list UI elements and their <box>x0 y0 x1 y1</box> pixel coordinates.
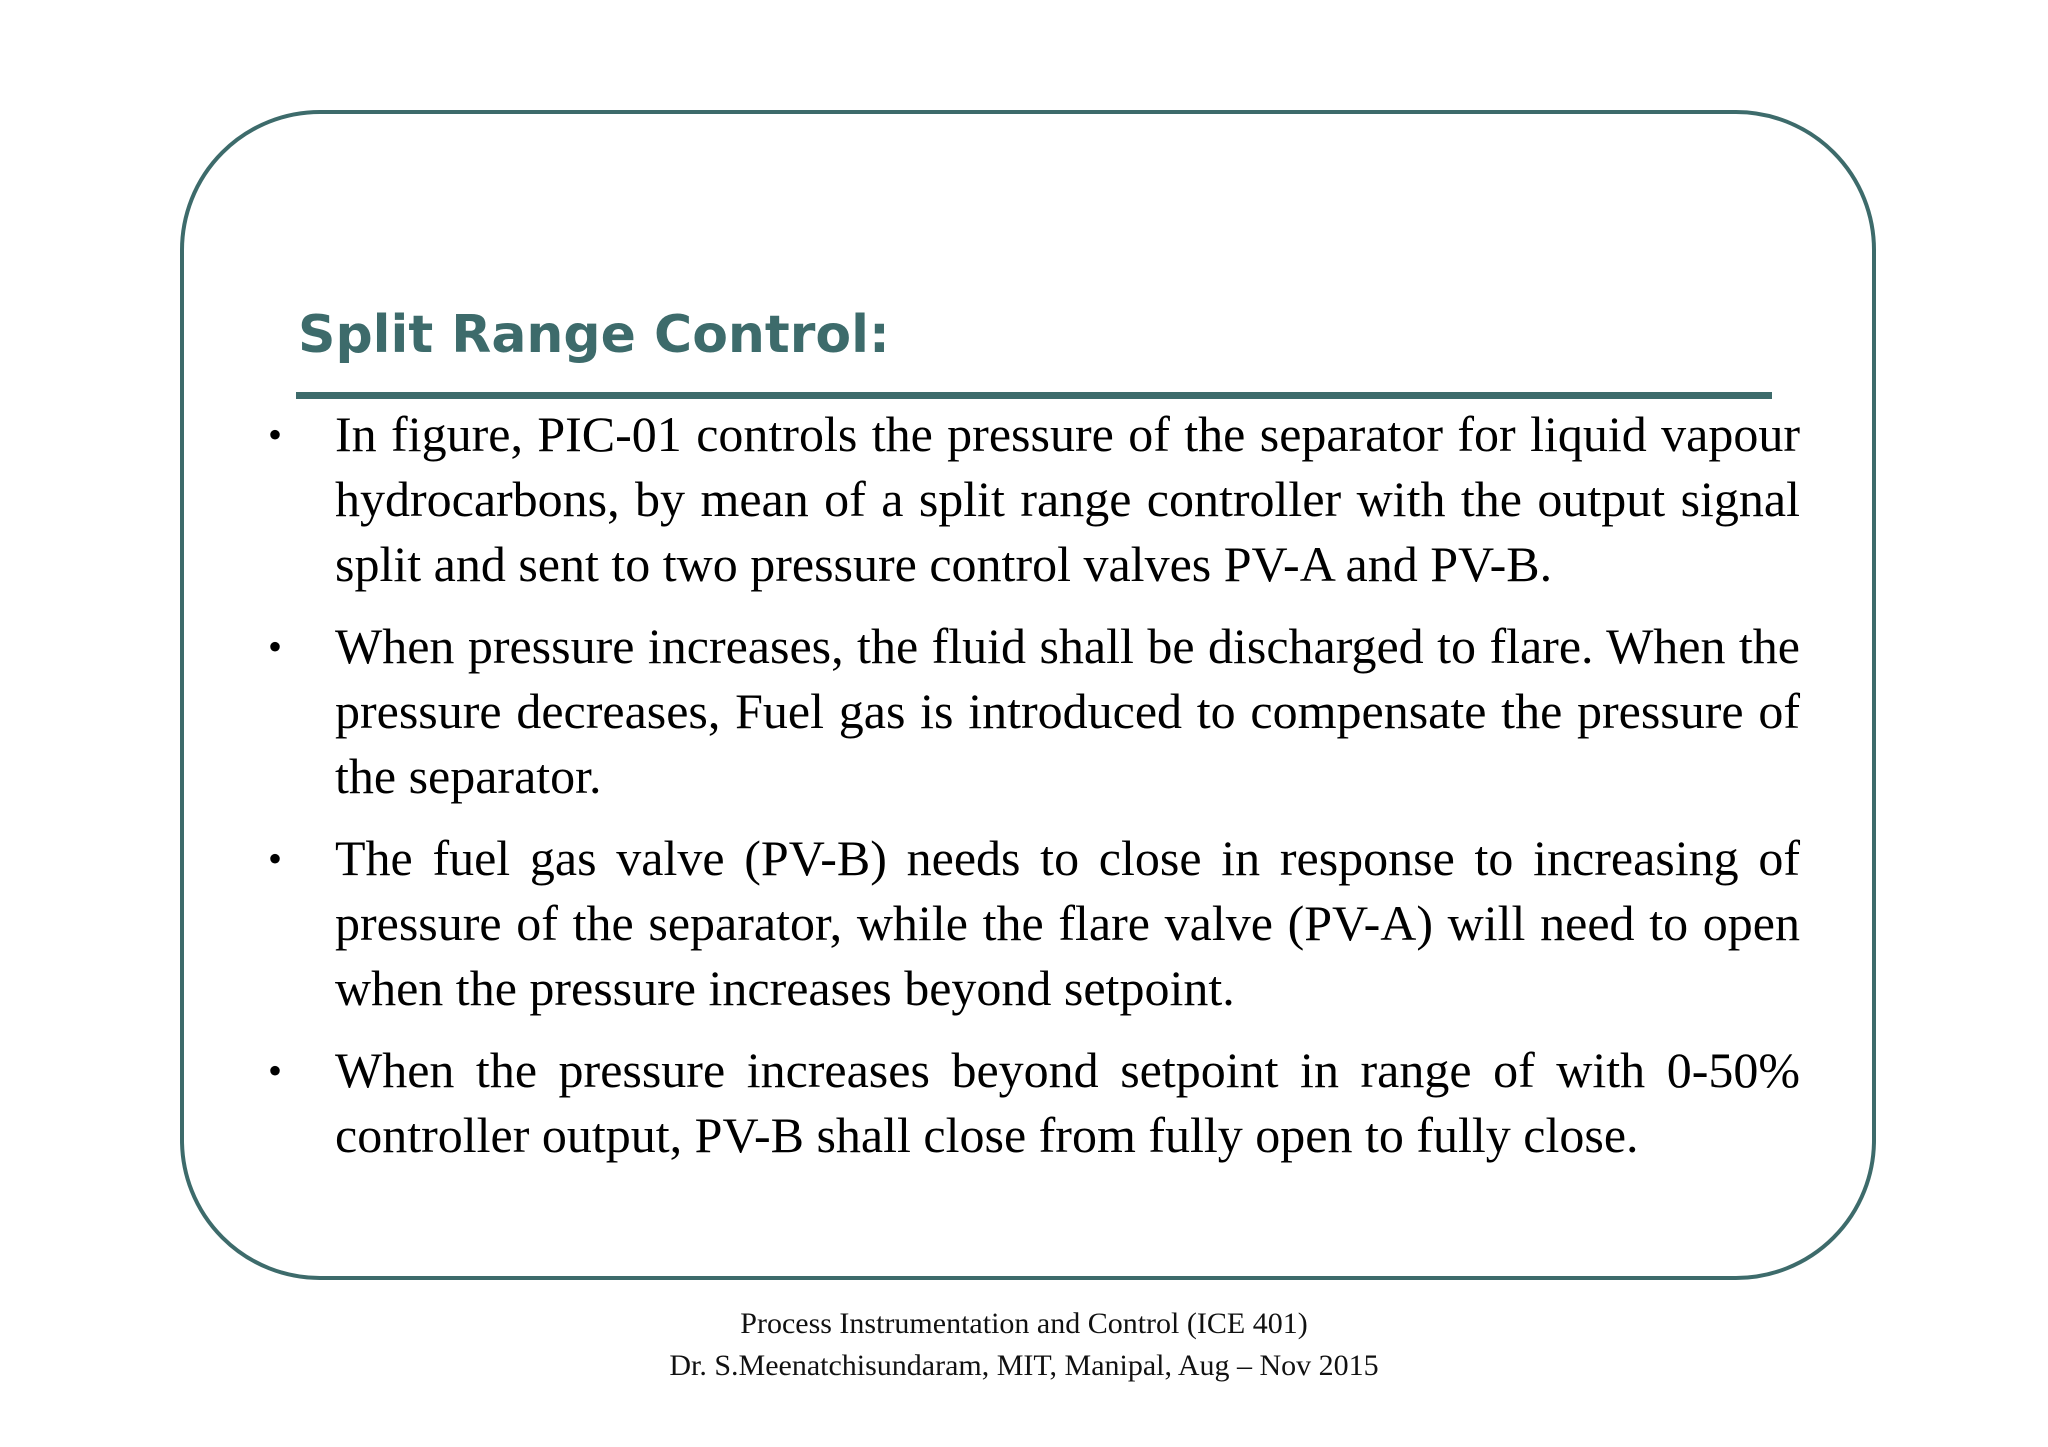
bullet-icon: • <box>268 624 283 669</box>
bullet-item-3 <box>260 826 1800 1021</box>
bullet-text: When pressure increases, the fluid shall be discharged to flare. When the pressure decreases, Fuel gas is introduced to compensate the pressure of the separator. <box>335 618 1800 804</box>
slide-title: Split Range Control: <box>298 305 890 365</box>
bullet-text: When the pressure increases beyond setpoint in range of with 0-50% controller output, PV-B shall close from fully open to fully close. <box>335 1042 1800 1163</box>
bullet-item-1 <box>260 402 1800 597</box>
bullet-icon: • <box>268 412 283 457</box>
bullet-icon: • <box>268 1048 283 1093</box>
footer-course: Process Instrumentation and Control (ICE 401) <box>740 1307 1308 1340</box>
bullet-item-2 <box>260 614 1800 809</box>
title-underline <box>296 392 1772 399</box>
bullet-list <box>260 402 1800 1185</box>
bullet-text: The fuel gas valve (PV-B) needs to close in response to increasing of pressure of the separator, while the flare valve (PV-A) will need to open when the pressure increases beyond setpoint. <box>335 830 1800 1016</box>
bullet-item-4 <box>260 1038 1800 1168</box>
footer-author: Dr. S.Meenatchisundaram, MIT, Manipal, Aug – Nov 2015 <box>669 1349 1379 1382</box>
bullet-icon: • <box>268 836 283 881</box>
bullet-text: In figure, PIC-01 controls the pressure of the separator for liquid vapour hydrocarbons, by mean of a split range controller with the output signal split and sent to two pressure control valves PV-A and PV-B. <box>335 406 1800 592</box>
